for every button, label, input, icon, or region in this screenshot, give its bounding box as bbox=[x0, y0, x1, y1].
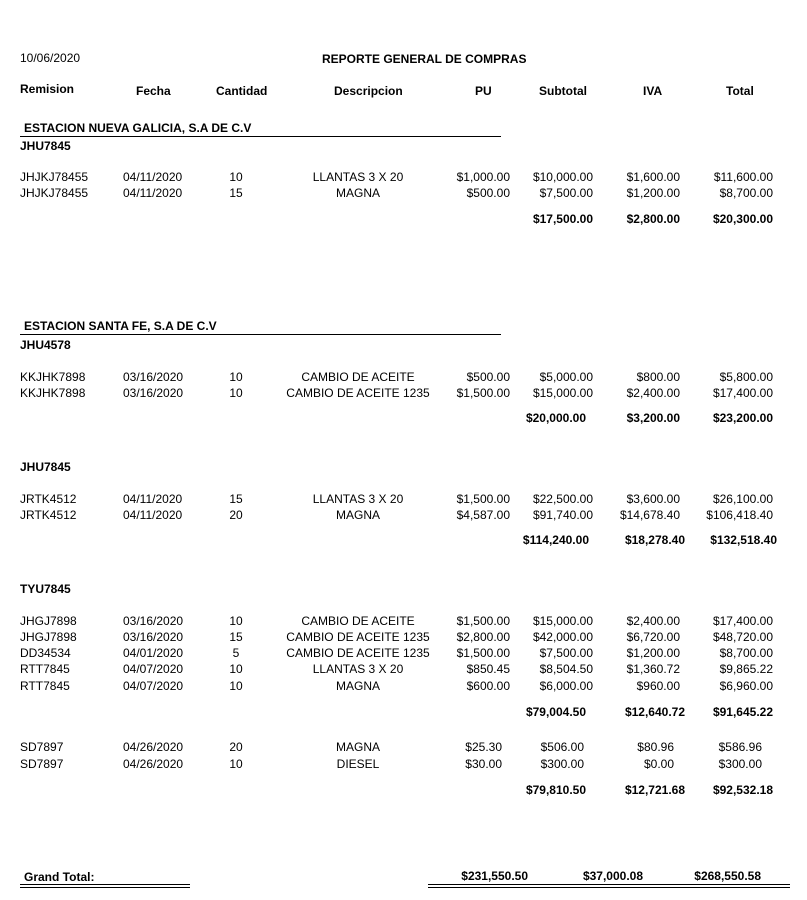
cell-remision: KKJHK7898 bbox=[20, 386, 86, 400]
cell-total: $26,100.00 bbox=[712, 492, 773, 506]
cell-cantidad: 15 bbox=[229, 492, 243, 506]
cell-cantidad: 10 bbox=[229, 386, 243, 400]
company-underline bbox=[20, 334, 501, 335]
cell-fecha: 03/16/2020 bbox=[123, 614, 184, 628]
group-code: JHU4578 bbox=[20, 338, 71, 352]
cell-subtotal: $5,000.00 bbox=[539, 370, 593, 384]
cell-cantidad: 5 bbox=[232, 646, 240, 660]
cell-iva: $1,600.00 bbox=[626, 170, 680, 184]
cell-fecha: 04/26/2020 bbox=[123, 740, 184, 754]
cell-total: $11,600.00 bbox=[713, 170, 773, 184]
column-header-descripcion: Descripcion bbox=[334, 84, 403, 98]
cell-descripcion: CAMBIO DE ACEITE bbox=[301, 370, 415, 384]
cell-pu: $1,500.00 bbox=[456, 492, 510, 506]
block-iva: $3,200.00 bbox=[626, 411, 680, 425]
cell-descripcion: MAGNA bbox=[335, 186, 380, 200]
cell-subtotal: $15,000.00 bbox=[532, 386, 593, 400]
cell-total: $17,400.00 bbox=[712, 386, 773, 400]
cell-total: $5,800.00 bbox=[719, 370, 773, 384]
column-header-cantidad: Cantidad bbox=[216, 84, 268, 98]
cell-iva: $2,400.00 bbox=[626, 614, 680, 628]
group-code: JHU7845 bbox=[20, 460, 71, 474]
cell-remision: KKJHK7898 bbox=[20, 370, 86, 384]
cell-descripcion: MAGNA bbox=[335, 740, 380, 754]
column-header-total: Total bbox=[726, 84, 754, 98]
cell-iva: $2,400.00 bbox=[626, 386, 680, 400]
cell-iva: $1,200.00 bbox=[626, 186, 680, 200]
cell-iva: $14,678.40 bbox=[619, 508, 680, 522]
cell-subtotal: $15,000.00 bbox=[532, 614, 593, 628]
cell-remision: JHJKJ78455 bbox=[20, 186, 89, 200]
cell-cantidad: 10 bbox=[229, 614, 243, 628]
cell-fecha: 04/07/2020 bbox=[123, 662, 184, 676]
cell-pu: $1,500.00 bbox=[456, 386, 510, 400]
cell-subtotal: $7,500.00 bbox=[539, 646, 593, 660]
column-header-iva: IVA bbox=[643, 84, 663, 98]
cell-remision: JHGJ7898 bbox=[20, 614, 77, 628]
cell-pu: $1,000.00 bbox=[456, 170, 510, 184]
cell-total: $300.00 bbox=[718, 757, 762, 771]
cell-remision: SD7897 bbox=[20, 757, 64, 771]
block-iva: $18,278.40 bbox=[624, 533, 685, 547]
cell-remision: JRTK4512 bbox=[20, 508, 77, 522]
cell-pu: $1,500.00 bbox=[456, 614, 510, 628]
block-iva: $12,721.68 bbox=[624, 783, 685, 797]
cell-pu: $4,587.00 bbox=[456, 508, 510, 522]
cell-pu: $2,800.00 bbox=[456, 630, 510, 644]
company-name: ESTACION NUEVA GALICIA, S.A DE C.V bbox=[24, 121, 252, 135]
cell-pu: $1,500.00 bbox=[456, 646, 510, 660]
cell-fecha: 03/16/2020 bbox=[123, 630, 184, 644]
cell-iva: $800.00 bbox=[636, 370, 680, 384]
cell-remision: JRTK4512 bbox=[20, 492, 77, 506]
cell-subtotal: $22,500.00 bbox=[532, 492, 593, 506]
cell-fecha: 04/11/2020 bbox=[123, 508, 183, 522]
cell-subtotal: $6,000.00 bbox=[539, 679, 593, 693]
block-iva: $12,640.72 bbox=[624, 705, 685, 719]
cell-iva: $6,720.00 bbox=[626, 630, 680, 644]
cell-remision: RTT7845 bbox=[20, 662, 70, 676]
cell-cantidad: 15 bbox=[229, 186, 243, 200]
cell-subtotal: $42,000.00 bbox=[532, 630, 593, 644]
cell-total: $17,400.00 bbox=[712, 614, 773, 628]
cell-subtotal: $10,000.00 bbox=[532, 170, 593, 184]
cell-fecha: 04/11/2020 bbox=[123, 492, 183, 506]
cell-cantidad: 10 bbox=[229, 370, 243, 384]
cell-descripcion: CAMBIO DE ACEITE 1235 bbox=[286, 646, 430, 660]
cell-total: $106,418.40 bbox=[706, 508, 773, 522]
cell-remision: RTT7845 bbox=[20, 679, 70, 693]
cell-fecha: 04/01/2020 bbox=[123, 646, 184, 660]
column-header-subtotal: Subtotal bbox=[539, 84, 587, 98]
grand-total-underline bbox=[20, 884, 190, 885]
cell-subtotal: $506.00 bbox=[540, 740, 584, 754]
cell-pu: $850.45 bbox=[466, 662, 510, 676]
cell-descripcion: CAMBIO DE ACEITE bbox=[301, 614, 415, 628]
cell-total: $48,720.00 bbox=[712, 630, 773, 644]
cell-pu: $600.00 bbox=[466, 679, 510, 693]
cell-subtotal: $7,500.00 bbox=[539, 186, 593, 200]
block-subtotal: $79,810.50 bbox=[525, 783, 586, 797]
cell-cantidad: 20 bbox=[229, 740, 243, 754]
group-code: TYU7845 bbox=[20, 582, 71, 596]
group-code: JHU7845 bbox=[20, 139, 71, 153]
cell-total: $9,865.22 bbox=[719, 662, 773, 676]
cell-total: $586.96 bbox=[718, 740, 762, 754]
block-total: $91,645.22 bbox=[712, 705, 773, 719]
cell-subtotal: $8,504.50 bbox=[539, 662, 593, 676]
cell-cantidad: 20 bbox=[229, 508, 243, 522]
cell-cantidad: 10 bbox=[229, 679, 243, 693]
company-underline bbox=[20, 136, 501, 137]
report-title: REPORTE GENERAL DE COMPRAS bbox=[322, 52, 527, 66]
cell-subtotal: $300.00 bbox=[540, 757, 584, 771]
cell-descripcion: MAGNA bbox=[335, 679, 380, 693]
cell-iva: $1,200.00 bbox=[626, 646, 680, 660]
cell-fecha: 04/26/2020 bbox=[123, 757, 184, 771]
cell-cantidad: 10 bbox=[229, 757, 243, 771]
cell-iva: $1,360.72 bbox=[626, 662, 680, 676]
cell-fecha: 03/16/2020 bbox=[123, 370, 184, 384]
cell-fecha: 03/16/2020 bbox=[123, 386, 184, 400]
block-total: $20,300.00 bbox=[712, 212, 773, 226]
cell-descripcion: LLANTAS 3 X 20 bbox=[312, 170, 404, 184]
cell-total: $6,960.00 bbox=[719, 679, 773, 693]
cell-pu: $500.00 bbox=[466, 370, 510, 384]
block-subtotal: $20,000.00 bbox=[525, 411, 586, 425]
block-subtotal: $79,004.50 bbox=[525, 705, 586, 719]
block-iva: $2,800.00 bbox=[626, 212, 680, 226]
cell-fecha: 04/11/2020 bbox=[123, 170, 183, 184]
block-total: $23,200.00 bbox=[712, 411, 773, 425]
cell-pu: $25.30 bbox=[465, 740, 502, 754]
cell-descripcion: CAMBIO DE ACEITE 1235 bbox=[286, 630, 430, 644]
cell-fecha: 04/07/2020 bbox=[123, 679, 184, 693]
grand-total-subtotal: $231,550.50 bbox=[461, 869, 528, 883]
cell-total: $8,700.00 bbox=[719, 186, 773, 200]
column-header-remision: Remision bbox=[20, 82, 75, 96]
cell-descripcion: CAMBIO DE ACEITE 1235 bbox=[286, 386, 430, 400]
cell-total: $8,700.00 bbox=[719, 646, 773, 660]
cell-remision: JHGJ7898 bbox=[20, 630, 77, 644]
cell-descripcion: MAGNA bbox=[335, 508, 380, 522]
cell-remision: SD7897 bbox=[20, 740, 64, 754]
cell-cantidad: 10 bbox=[229, 662, 243, 676]
cell-cantidad: 10 bbox=[229, 170, 243, 184]
grand-total-label: Grand Total: bbox=[24, 870, 95, 884]
cell-pu: $500.00 bbox=[466, 186, 510, 200]
grand-total-underline bbox=[428, 887, 790, 888]
cell-iva: $0.00 bbox=[643, 757, 674, 771]
grand-total-total: $268,550.58 bbox=[694, 869, 761, 883]
cell-iva: $80.96 bbox=[637, 740, 674, 754]
company-name: ESTACION SANTA FE, S.A DE C.V bbox=[24, 319, 217, 333]
block-total: $132,518.40 bbox=[710, 533, 777, 547]
block-subtotal: $17,500.00 bbox=[532, 212, 593, 226]
report-date: 10/06/2020 bbox=[20, 51, 81, 65]
cell-descripcion: DIESEL bbox=[336, 757, 380, 771]
cell-descripcion: LLANTAS 3 X 20 bbox=[312, 662, 404, 676]
cell-cantidad: 15 bbox=[229, 630, 243, 644]
grand-total-iva: $37,000.08 bbox=[582, 869, 643, 883]
cell-remision: DD34534 bbox=[20, 646, 71, 660]
cell-iva: $3,600.00 bbox=[626, 492, 680, 506]
grand-total-underline bbox=[428, 884, 790, 885]
cell-descripcion: LLANTAS 3 X 20 bbox=[312, 492, 404, 506]
column-header-fecha: Fecha bbox=[136, 84, 171, 98]
block-total: $92,532.18 bbox=[712, 783, 773, 797]
cell-iva: $960.00 bbox=[636, 679, 680, 693]
column-header-pu: PU bbox=[475, 84, 492, 98]
cell-remision: JHJKJ78455 bbox=[20, 170, 89, 184]
block-subtotal: $114,240.00 bbox=[522, 533, 589, 547]
cell-pu: $30.00 bbox=[465, 757, 502, 771]
cell-fecha: 04/11/2020 bbox=[123, 186, 183, 200]
grand-total-underline bbox=[20, 887, 190, 888]
cell-subtotal: $91,740.00 bbox=[532, 508, 593, 522]
